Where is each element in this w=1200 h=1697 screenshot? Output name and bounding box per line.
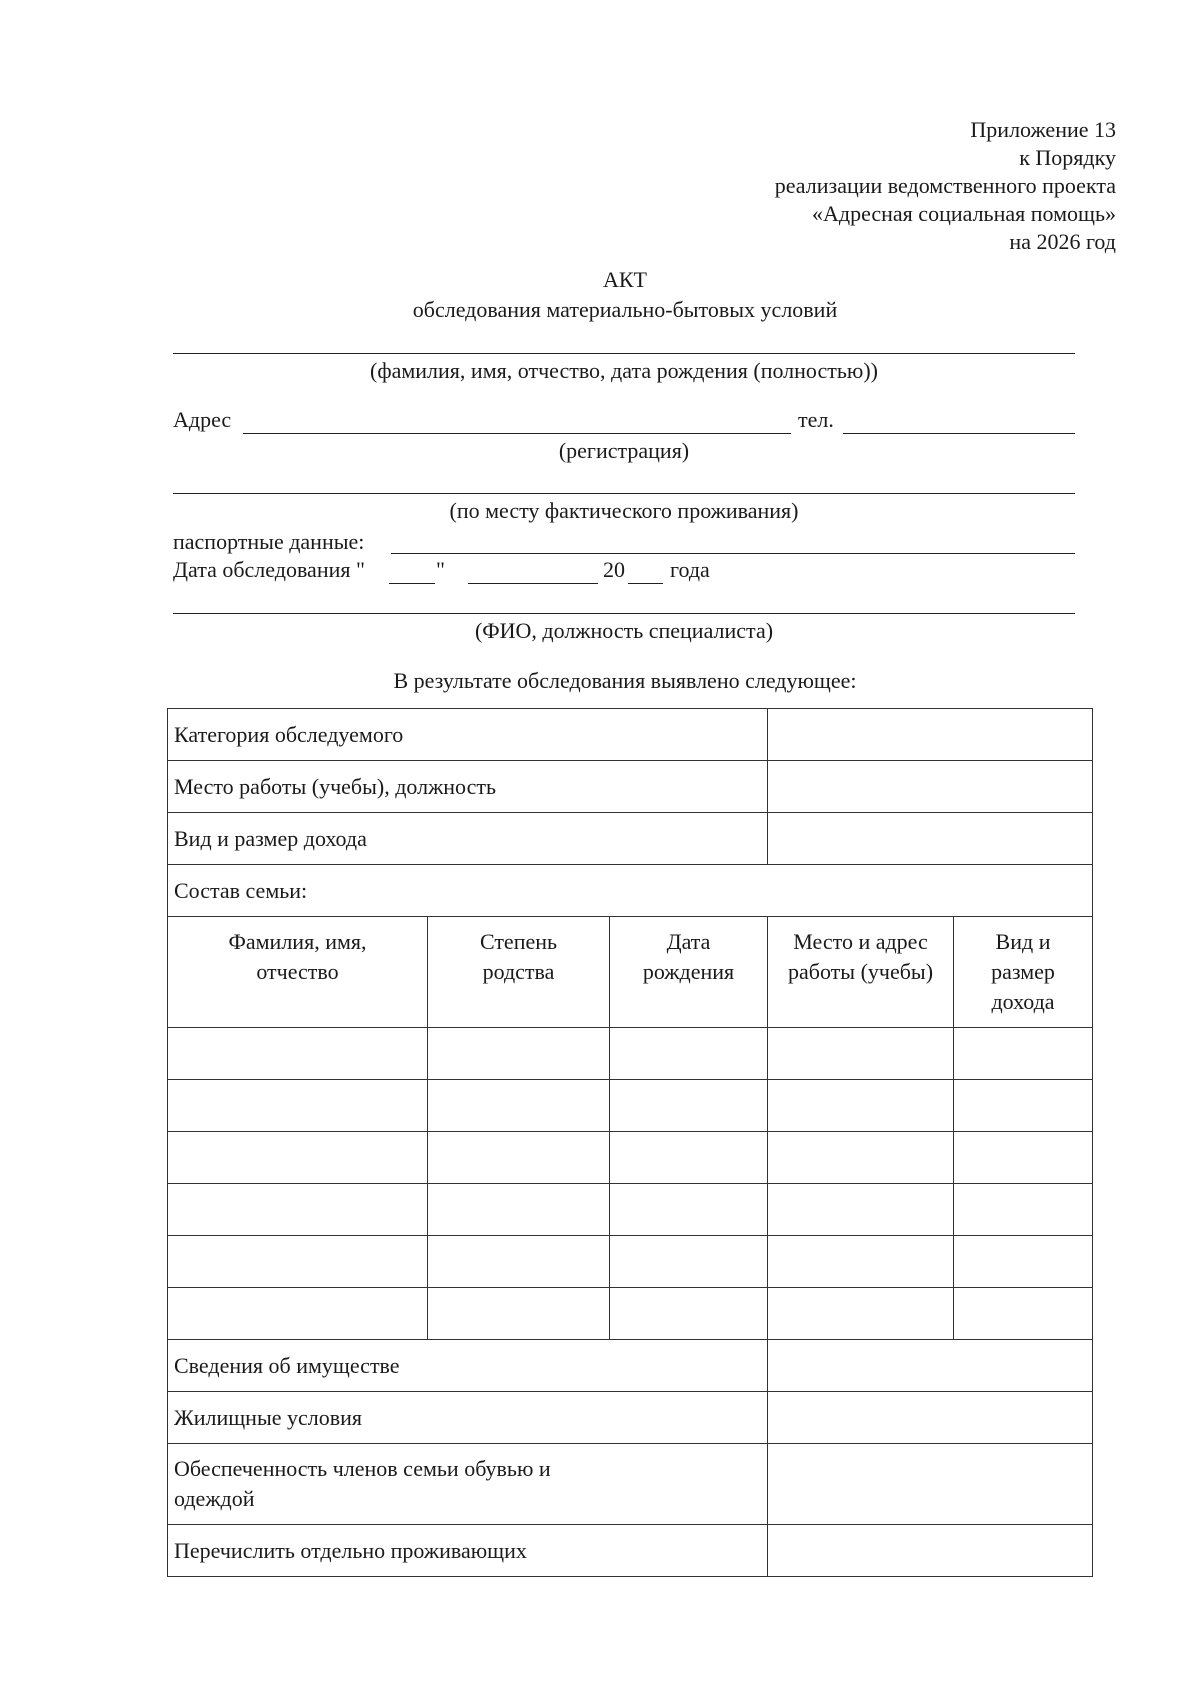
family-member-row <box>168 1184 1093 1236</box>
family-composition-label: Состав семьи: <box>168 865 1093 917</box>
appendix-header <box>775 116 1116 256</box>
family-member-row <box>168 1080 1093 1132</box>
table-cell[interactable] <box>768 1132 954 1184</box>
survey-year-prefix: 20 <box>603 557 625 582</box>
survey-table <box>167 708 1093 1577</box>
table-row <box>168 1444 1093 1525</box>
table-cell[interactable] <box>168 1028 428 1080</box>
table-cell[interactable] <box>168 1132 428 1184</box>
row-value-separate-residents[interactable] <box>768 1525 1093 1577</box>
table-cell[interactable] <box>610 1184 768 1236</box>
table-cell[interactable] <box>954 1028 1093 1080</box>
fio-line[interactable] <box>173 353 1075 354</box>
table-cell[interactable] <box>954 1080 1093 1132</box>
table-cell[interactable] <box>428 1132 610 1184</box>
table-cell[interactable] <box>768 1184 954 1236</box>
specialist-line[interactable] <box>173 613 1075 614</box>
result-heading: В результате обследования выявлено следующее: <box>393 668 857 693</box>
appendix-project-name: «Адресная социальная помощь» <box>811 201 1116 226</box>
survey-date-label: Дата обследования " <box>173 557 365 582</box>
fio-caption: (фамилия, имя, отчество, дата рождения (полностью)) <box>370 358 878 383</box>
survey-date-quote-close: " <box>436 557 445 582</box>
passport-line[interactable] <box>391 553 1075 554</box>
table-cell[interactable] <box>954 1236 1093 1288</box>
document-title: АКТ <box>603 267 647 292</box>
table-cell[interactable] <box>768 1028 954 1080</box>
table-cell[interactable] <box>610 1080 768 1132</box>
appendix-project-line: реализации ведомственного проекта <box>774 173 1116 198</box>
row-label-category: Категория обследуемого <box>168 709 768 761</box>
table-row <box>168 813 1093 865</box>
row-value-category[interactable] <box>768 709 1093 761</box>
column-header-workplace: Место и адрес работы (учебы) <box>768 917 954 1028</box>
actual-residence-line[interactable] <box>173 493 1075 494</box>
table-row <box>168 761 1093 813</box>
survey-year-line[interactable] <box>628 583 663 584</box>
column-header-income: Вид и размер дохода <box>954 917 1093 1028</box>
family-header-row <box>168 917 1093 1028</box>
table-cell[interactable] <box>428 1028 610 1080</box>
table-cell[interactable] <box>768 1080 954 1132</box>
phone-label: тел. <box>798 407 834 432</box>
table-row <box>168 1525 1093 1577</box>
table-cell[interactable] <box>768 1288 954 1340</box>
appendix-order-ref: к Порядку <box>1019 145 1116 170</box>
table-cell[interactable] <box>610 1028 768 1080</box>
table-cell[interactable] <box>768 1236 954 1288</box>
address-registration-line[interactable] <box>243 433 791 434</box>
table-cell[interactable] <box>428 1236 610 1288</box>
survey-month-line[interactable] <box>468 583 598 584</box>
table-cell[interactable] <box>168 1288 428 1340</box>
row-label-separate-residents: Перечислить отдельно проживающих <box>168 1525 768 1577</box>
table-cell[interactable] <box>428 1184 610 1236</box>
actual-residence-caption: (по месту фактического проживания) <box>449 498 799 523</box>
family-member-row <box>168 1028 1093 1080</box>
table-cell[interactable] <box>168 1184 428 1236</box>
row-value-housing[interactable] <box>768 1392 1093 1444</box>
table-cell[interactable] <box>610 1236 768 1288</box>
table-cell[interactable] <box>610 1132 768 1184</box>
appendix-year: на 2026 год <box>1009 229 1116 254</box>
specialist-caption: (ФИО, должность специалиста) <box>474 618 774 643</box>
family-member-row <box>168 1288 1093 1340</box>
survey-day-line[interactable] <box>389 583 435 584</box>
row-value-clothing[interactable] <box>768 1444 1093 1525</box>
passport-label: паспортные данные: <box>173 529 365 554</box>
column-header-name: Фамилия, имя, отчество <box>168 917 428 1028</box>
table-cell[interactable] <box>610 1288 768 1340</box>
family-member-row <box>168 1236 1093 1288</box>
registration-caption: (регистрация) <box>558 438 690 463</box>
table-row <box>168 1340 1093 1392</box>
row-value-income[interactable] <box>768 813 1093 865</box>
table-cell[interactable] <box>168 1080 428 1132</box>
phone-line[interactable] <box>843 433 1075 434</box>
row-label-property: Сведения об имуществе <box>168 1340 768 1392</box>
table-row <box>168 865 1093 917</box>
table-cell[interactable] <box>168 1236 428 1288</box>
row-value-property[interactable] <box>768 1340 1093 1392</box>
row-label-clothing: Обеспеченность членов семьи обувью и одеждой <box>168 1444 768 1525</box>
column-header-relation: Степень родства <box>428 917 610 1028</box>
family-member-row <box>168 1132 1093 1184</box>
row-label-income: Вид и размер дохода <box>168 813 768 865</box>
table-cell[interactable] <box>954 1288 1093 1340</box>
table-cell[interactable] <box>954 1132 1093 1184</box>
table-cell[interactable] <box>954 1184 1093 1236</box>
survey-year-suffix: года <box>670 557 710 582</box>
row-value-workplace[interactable] <box>768 761 1093 813</box>
row-label-housing: Жилищные условия <box>168 1392 768 1444</box>
document-subtitle: обследования материально-бытовых условий <box>412 297 838 322</box>
appendix-number: Приложение 13 <box>970 117 1116 142</box>
column-header-birthdate: Дата рождения <box>610 917 768 1028</box>
address-label: Адрес <box>173 407 232 432</box>
row-label-workplace: Место работы (учебы), должность <box>168 761 768 813</box>
table-row <box>168 709 1093 761</box>
table-cell[interactable] <box>428 1080 610 1132</box>
table-row <box>168 1392 1093 1444</box>
table-cell[interactable] <box>428 1288 610 1340</box>
